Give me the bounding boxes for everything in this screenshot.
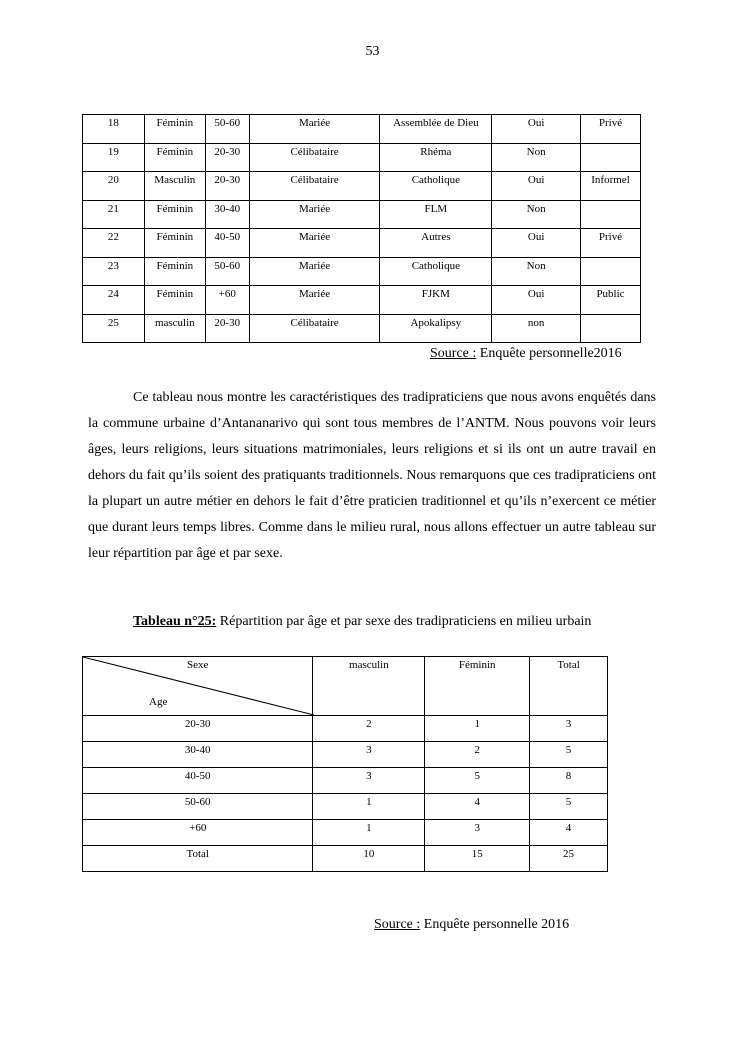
table-row [83, 200, 641, 229]
table-cell: 5 [425, 768, 530, 794]
age-sex-table [82, 656, 608, 872]
table-cell: Privé [581, 115, 641, 144]
table-cell [581, 200, 641, 229]
table-row [83, 229, 641, 258]
table-cell: 3 [530, 716, 608, 742]
table-row [83, 314, 641, 343]
respondents-table [82, 114, 641, 343]
table-row [83, 257, 641, 286]
table-cell: Mariée [249, 115, 380, 144]
table-cell: Autres [380, 229, 492, 258]
table-cell: Masculin [144, 172, 205, 201]
table-cell: 23 [83, 257, 145, 286]
table-cell [581, 143, 641, 172]
table-cell: 25 [83, 314, 145, 343]
header-age: Age [149, 696, 168, 708]
header-cell: masculin [313, 657, 425, 716]
table-caption [133, 614, 591, 630]
table-cell: 8 [530, 768, 608, 794]
table-cell: 20-30 [205, 143, 249, 172]
table-cell: 22 [83, 229, 145, 258]
table-header-row [83, 657, 608, 716]
table-cell: Assemblée de Dieu [380, 115, 492, 144]
table-cell: 20-30 [205, 314, 249, 343]
table-row [83, 742, 608, 768]
table-cell: 50-60 [205, 257, 249, 286]
caption-text: Répartition par âge et par sexe des tradipraticiens en milieu urbain [216, 614, 592, 629]
table-row [83, 115, 641, 144]
table-row [83, 143, 641, 172]
table-cell: 4 [425, 794, 530, 820]
table-cell: Célibataire [249, 143, 380, 172]
table-cell: 25 [530, 846, 608, 872]
table-cell: Féminin [144, 200, 205, 229]
table-cell: Mariée [249, 200, 380, 229]
source-label: Source : [374, 917, 421, 932]
table-cell: FLM [380, 200, 492, 229]
table-cell: Informel [581, 172, 641, 201]
table-cell: Célibataire [249, 172, 380, 201]
table-cell: 5 [530, 742, 608, 768]
table-cell: 19 [83, 143, 145, 172]
header-cell: Total [530, 657, 608, 716]
table-row [83, 846, 608, 872]
table-cell: Non [492, 257, 581, 286]
table-cell: 1 [313, 794, 425, 820]
table-row [83, 820, 608, 846]
table-cell: Mariée [249, 257, 380, 286]
table-cell: 5 [530, 794, 608, 820]
source-label: Source : [430, 346, 477, 361]
table-cell: 24 [83, 286, 145, 315]
table-cell: Privé [581, 229, 641, 258]
table-cell [581, 257, 641, 286]
table-cell: 40-50 [83, 768, 313, 794]
table-cell: Féminin [144, 143, 205, 172]
table-cell: 20-30 [83, 716, 313, 742]
table-cell: Mariée [249, 286, 380, 315]
header-cell: Féminin [425, 657, 530, 716]
table-cell [581, 314, 641, 343]
table-cell: 30-40 [205, 200, 249, 229]
table-cell: 30-40 [83, 742, 313, 768]
body-paragraph [88, 385, 656, 567]
table-cell: Mariée [249, 229, 380, 258]
table-cell: 2 [425, 742, 530, 768]
table-cell: 15 [425, 846, 530, 872]
table-cell: Féminin [144, 286, 205, 315]
table-row [83, 716, 608, 742]
table-cell: Célibataire [249, 314, 380, 343]
table-cell: 10 [313, 846, 425, 872]
table-cell: non [492, 314, 581, 343]
table-cell: 3 [313, 768, 425, 794]
table-cell: Non [492, 200, 581, 229]
table-cell: +60 [83, 820, 313, 846]
table-cell: 4 [530, 820, 608, 846]
diagonal-header-cell [83, 657, 313, 716]
table-cell: 1 [425, 716, 530, 742]
header-sexe: Sexe [187, 659, 209, 671]
table-cell: 21 [83, 200, 145, 229]
table-cell: Total [83, 846, 313, 872]
table-cell: 50-60 [83, 794, 313, 820]
table-cell: Féminin [144, 229, 205, 258]
table-cell: Oui [492, 172, 581, 201]
table-row [83, 794, 608, 820]
table-cell: 40-50 [205, 229, 249, 258]
table-cell: Catholique [380, 257, 492, 286]
table-cell: FJKM [380, 286, 492, 315]
table-cell: 50-60 [205, 115, 249, 144]
table-cell: 20-30 [205, 172, 249, 201]
table-row [83, 286, 641, 315]
table-cell: Rhéma [380, 143, 492, 172]
table-row [83, 768, 608, 794]
caption-label: Tableau n°25: [133, 614, 217, 629]
table-cell: 2 [313, 716, 425, 742]
page-number: 53 [365, 44, 380, 59]
table-cell: Oui [492, 115, 581, 144]
table-cell: Catholique [380, 172, 492, 201]
table-cell: 1 [313, 820, 425, 846]
table-cell: 3 [425, 820, 530, 846]
source-note-2 [374, 917, 569, 933]
table-cell: Oui [492, 286, 581, 315]
table-row [83, 172, 641, 201]
table-cell: Public [581, 286, 641, 315]
table-cell: Féminin [144, 115, 205, 144]
table-cell: Apokalipsy [380, 314, 492, 343]
table-cell: 20 [83, 172, 145, 201]
source-text: Enquête personnelle2016 [476, 346, 622, 361]
table-cell: Non [492, 143, 581, 172]
source-text: Enquête personnelle 2016 [420, 917, 570, 932]
table-cell: Féminin [144, 257, 205, 286]
table-cell: masculin [144, 314, 205, 343]
table-cell: +60 [205, 286, 249, 315]
source-note-1 [430, 346, 622, 362]
table-cell: 3 [313, 742, 425, 768]
paragraph-text: Ce tableau nous montre les caractéristiques des tradipraticiens que nous avons enquêtés dans la commune urbaine d’Antananarivo qui sont tous membres de l’ANTM. Nous pouvons voir leurs âges, leurs religions, leurs situations matrimoniales, leurs religions et si ils ont un autre travail en dehors du fait qu’ils soient des pratiquants traditionnels. Nous remarquons que ces tradipraticiens ont la plupart un autre métier en dehors le fait d’être praticien traditionnel et qu’ils n’exercent ce métier que durant leurs temps libres. Comme dans le milieu rural, nous allons effectuer un autre tableau sur leur répartition par âge et par sexe. [88, 390, 656, 561]
table-cell: Oui [492, 229, 581, 258]
table-cell: 18 [83, 115, 145, 144]
